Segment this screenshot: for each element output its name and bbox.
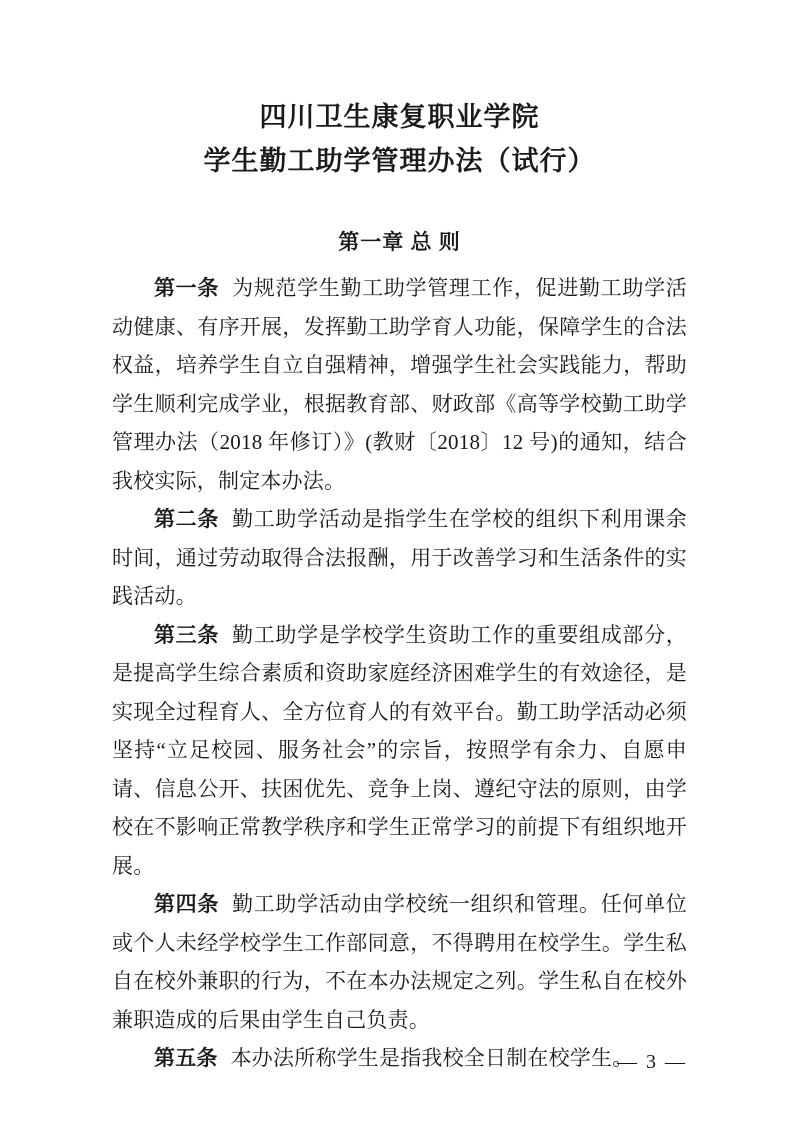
article-text: 本办法所称学生是指我校全日制在校学生。	[230, 1046, 634, 1070]
article-paragraph	[112, 616, 687, 886]
article-paragraph	[112, 885, 687, 1039]
article-label: 第一条	[154, 276, 220, 300]
article-list	[112, 269, 687, 1078]
chapter-heading: 第一章 总 则	[338, 230, 461, 254]
article-paragraph	[112, 1039, 687, 1078]
article-paragraph	[112, 500, 687, 616]
article-label: 第四条	[154, 892, 220, 916]
article-label: 第五条	[154, 1046, 218, 1070]
article-text: 勤工助学活动由学校统一组织和管理。任何单位或个人未经学校学生工作部同意，不得聘用在校学生。学生私自在校外兼职的行为，不在本办法规定之列。学生私自在校外兼职造成的后果由学生自己负责。	[112, 892, 687, 1032]
article-label: 第二条	[154, 507, 220, 531]
title-line-2: 学生勤工助学管理办法（试行）	[203, 146, 596, 176]
article-label: 第三条	[154, 622, 220, 647]
article-paragraph	[112, 269, 687, 500]
article-text: 勤工助学是学校学生资助工作的重要组成部分，是提高学生综合素质和资助家庭经济困难学生的有效途径，是实现全过程育人、全方位育人的有效平台。勤工助学活动必须坚持“立足校园、服务社会”的宗旨，按照学有余力、自愿申请、信息公开、扶困优先、竞争上岗、遵纪守法的原则，由学校在不影响正常教学秩序和学生正常学习的前提下有组织地开展。	[112, 622, 687, 878]
article-text: 为规范学生勤工助学管理工作，促进勤工助学活动健康、有序开展，发挥勤工助学育人功能，保障学生的合法权益，培养学生自立自强精神，增强学生社会实践能力，帮助学生顺利完成学业，根据教育部、财政部《高等学校勤工助学管理办法（2018 年修订）》(教财〔2018〕12 号)的通知，结合我校实际，制定本办法。	[112, 276, 687, 493]
page-title	[112, 95, 687, 183]
title-line-1: 四川卫生康复职业学院	[259, 102, 540, 132]
article-text: 勤工助学活动是指学生在学校的组织下利用课余时间，通过劳动取得合法报酬，用于改善学习和生活条件的实践活动。	[112, 507, 687, 608]
page-number: — 3 —	[617, 1051, 687, 1073]
